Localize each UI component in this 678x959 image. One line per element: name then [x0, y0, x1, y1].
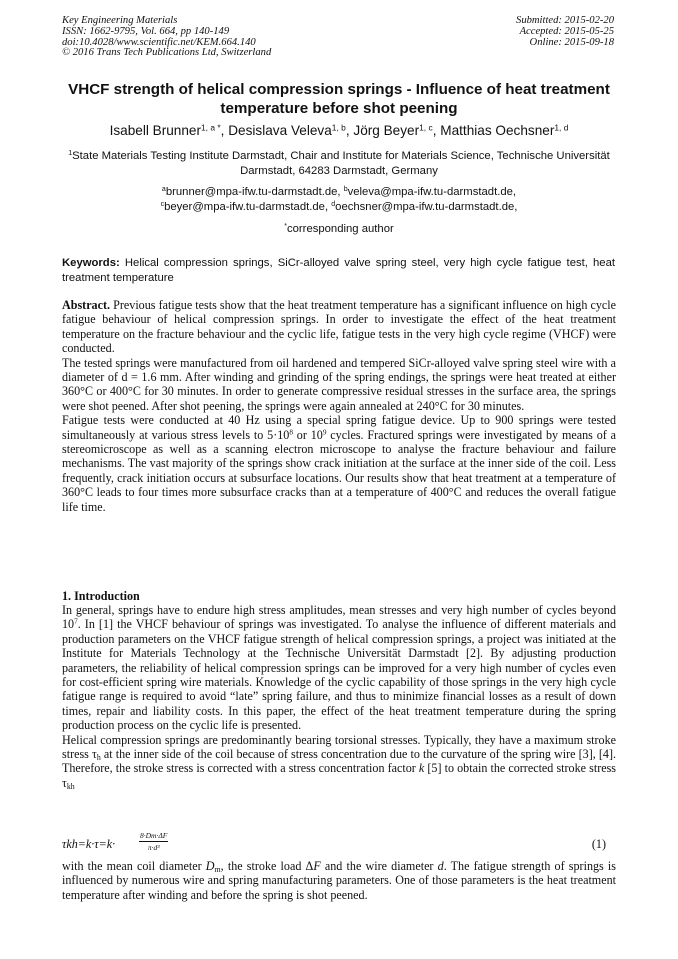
intro-text: and the wire diameter	[320, 859, 438, 873]
subscript: h	[96, 753, 101, 763]
abstract-paragraph	[62, 413, 616, 514]
author-name: Jörg Beyer	[353, 123, 420, 138]
abstract-paragraph	[62, 298, 616, 356]
email-mark: a	[161, 186, 166, 194]
abstract-paragraph: The tested springs were manufactured from oil hardened and tempered SiCr-alloyed valve spring steel wire with a diameter of d = 1.6 mm. After winding and grinding of the spring endings, the springs were heat treated at either 360°C or 400°C for 30 minutes. In order to generate compressive residual stresses in the surface area, the springs were shot peened. After shot peening, the springs were again annealed at 240°C for 30 minutes.	[62, 355, 616, 413]
abstract-text: Fatigue tests were conducted at 40 Hz using a special spring fatigue device. Up to 900 springs were tested simultaneously at various stress levels to 5·10	[62, 413, 616, 442]
equation-lhs: τkh=k·τ=k·	[62, 837, 116, 851]
author-affil-mark: 1, c	[419, 122, 433, 133]
intro-text: Helical compression springs are predominantly bearing torsional stresses. Typically, they have a maximum stroke stress τ	[62, 732, 616, 762]
email-mark: b	[343, 186, 348, 194]
affiliation-mark: 1	[68, 150, 73, 158]
journal-header-right	[516, 16, 614, 48]
email-mark: d	[331, 200, 336, 208]
author-name: Desislava Veleva	[228, 123, 332, 138]
keywords-label: Keywords:	[62, 257, 120, 269]
corresponding-author-note	[62, 222, 616, 236]
equation-numerator: 8·Dm·ΔF	[140, 831, 168, 840]
equation-1	[62, 831, 616, 857]
section-heading: 1. Introduction	[62, 589, 140, 603]
variable: F	[313, 859, 321, 873]
author-affil-mark: 1, a *	[201, 122, 221, 133]
intro-text: , the stroke load Δ	[220, 859, 314, 873]
variable: k	[418, 761, 425, 776]
intro-paragraph	[62, 733, 616, 791]
subscript: m	[214, 864, 221, 874]
email-block	[62, 185, 616, 214]
intro-text: with the mean coil diameter	[62, 859, 206, 873]
abstract-label: Abstract.	[62, 298, 111, 312]
email-link[interactable]: oechsner@mpa-ifw.tu-darmstadt.de,	[335, 200, 518, 213]
variable: d	[437, 859, 444, 873]
email-link[interactable]: veleva@mpa-ifw.tu-darmstadt.de,	[347, 186, 517, 198]
abstract	[62, 298, 616, 514]
keywords-text: Helical compression springs, SiCr-alloyed valve spring steel, very high cycle fatigue test, heat treatment temperature	[62, 257, 615, 284]
equation-fraction	[139, 831, 168, 852]
doi-line: doi:10.4028/www.scientific.net/KEM.664.140	[62, 36, 256, 48]
email-link[interactable]: brunner@mpa-ifw.tu-darmstadt.de,	[165, 186, 341, 198]
subscript: kh	[66, 781, 75, 791]
email-link[interactable]: beyer@mpa-ifw.tu-darmstadt.de,	[164, 200, 329, 213]
author-affil-mark: 1, d	[554, 122, 569, 133]
journal-header-left	[62, 16, 271, 59]
post-equation-text	[62, 859, 616, 902]
paper-title: VHCF strength of helical compression springs - Influence of heat treatment temperature before shot peening	[68, 81, 610, 117]
author-name: Isabell Brunner	[109, 123, 201, 138]
email-mark: c	[160, 200, 165, 208]
exponent: 9	[322, 428, 327, 437]
copyright-line: © 2016 Trans Tech Publications Ltd, Switzerland	[62, 47, 272, 59]
corresponding-text: corresponding author	[286, 223, 394, 235]
intro-text: [5] to obtain the corrected stroke stress τ	[62, 761, 616, 790]
intro-paragraph	[62, 859, 616, 902]
online-date: Online: 2015-09-18	[529, 36, 614, 48]
intro-paragraph	[62, 603, 616, 733]
affiliation-text: State Materials Testing Institute Darmstadt, Chair and Institute for Materials Science, Technische Universität Darmstadt, 64283 Darmstadt, Germany	[72, 150, 610, 177]
intro-text: In general, springs have to endure high stress amplitudes, mean stresses and very high number of cycles beyond 10	[62, 603, 616, 632]
accepted-date: Accepted: 2015-05-25	[519, 25, 614, 37]
issn-line: ISSN: 1662-9795, Vol. 664, pp 140-149	[62, 25, 230, 37]
equation-number: (1)	[591, 837, 606, 851]
intro-text: . The fatigue strength of springs is influenced by numerous wire and spring manufacturing parameters. One of those parameters is the heat treatment temperature after winding and before the spring is shot peened.	[62, 859, 616, 902]
affiliation	[62, 149, 616, 178]
equation-denominator: π·d³	[147, 843, 160, 852]
abstract-text: or 10	[292, 427, 323, 442]
introduction-body	[62, 603, 616, 790]
variable: D	[205, 859, 215, 873]
keywords	[62, 256, 615, 285]
author-affil-mark: 1, b	[331, 122, 346, 133]
abstract-text: Previous fatigue tests show that the heat treatment temperature has a significant influence on high cycle fatigue behaviour of helical compression springs. In order to investigate the effect of the heat treatment temperature on the fracture behaviour and the cyclic life, fatigue tests in the very high cycle regime (VHCF) were conducted.	[62, 298, 616, 356]
intro-text: at the inner side of the coil because of stress concentration due to the curvature of the spring wire [3], [4]. Therefore, the stroke stress is corrected with a stress concentration factor	[62, 747, 616, 776]
corresponding-mark: *	[284, 223, 287, 231]
intro-text: . In [1] the VHCF behaviour of springs was investigated. To analyse the influence of different materials and production parameters on the VHCF fatigue strength of helical compression springs, a project was initiated at the Institute for Materials Technology at the Technische Universität Darmstadt [2]. By adjusting production parameters, the reliability of helical compression springs can be improved for a very high number of cycles even for cost-efficient spring wire materials. Knowledge of the cyclic capability of those springs in the very high cycle fatigue range is required to avoid “late” spring failure, and thus to minimize financial losses as a result of down times, repair and liability costs. In this paper, the effect of the heat treatment temperature during the spring production process on the cyclic life is presented.	[62, 617, 616, 733]
abstract-text: cycles. Fractured springs were investigated by means of a stereomicroscope as well as a scanning electron microscope to analyse the fracture behaviour and failure mechanisms. The vast majority of the springs show crack initiation at the surface at the inner side of the coil. Less frequently, crack initiation occurs at subsurface locations. Our results show that heat treatment at a temperature of 360°C leads to four times more subsurface cracks than at a temperature of 400°C and reduces the overall fatigue life time.	[62, 427, 616, 514]
author-name: Matthias Oechsner	[440, 123, 555, 138]
submitted-date: Submitted: 2015-02-20	[516, 15, 614, 26]
exponent: 7	[74, 618, 78, 627]
author-list: Isabell Brunner$^{1, a *}$, Desislava Veleva$^{1, b}$, Jörg Beyer$^{1, c}$, Matthias Oechsner$^{1, d}$	[109, 122, 569, 138]
journal-name: Key Engineering Materials	[62, 15, 178, 26]
exponent: 8	[289, 428, 293, 437]
